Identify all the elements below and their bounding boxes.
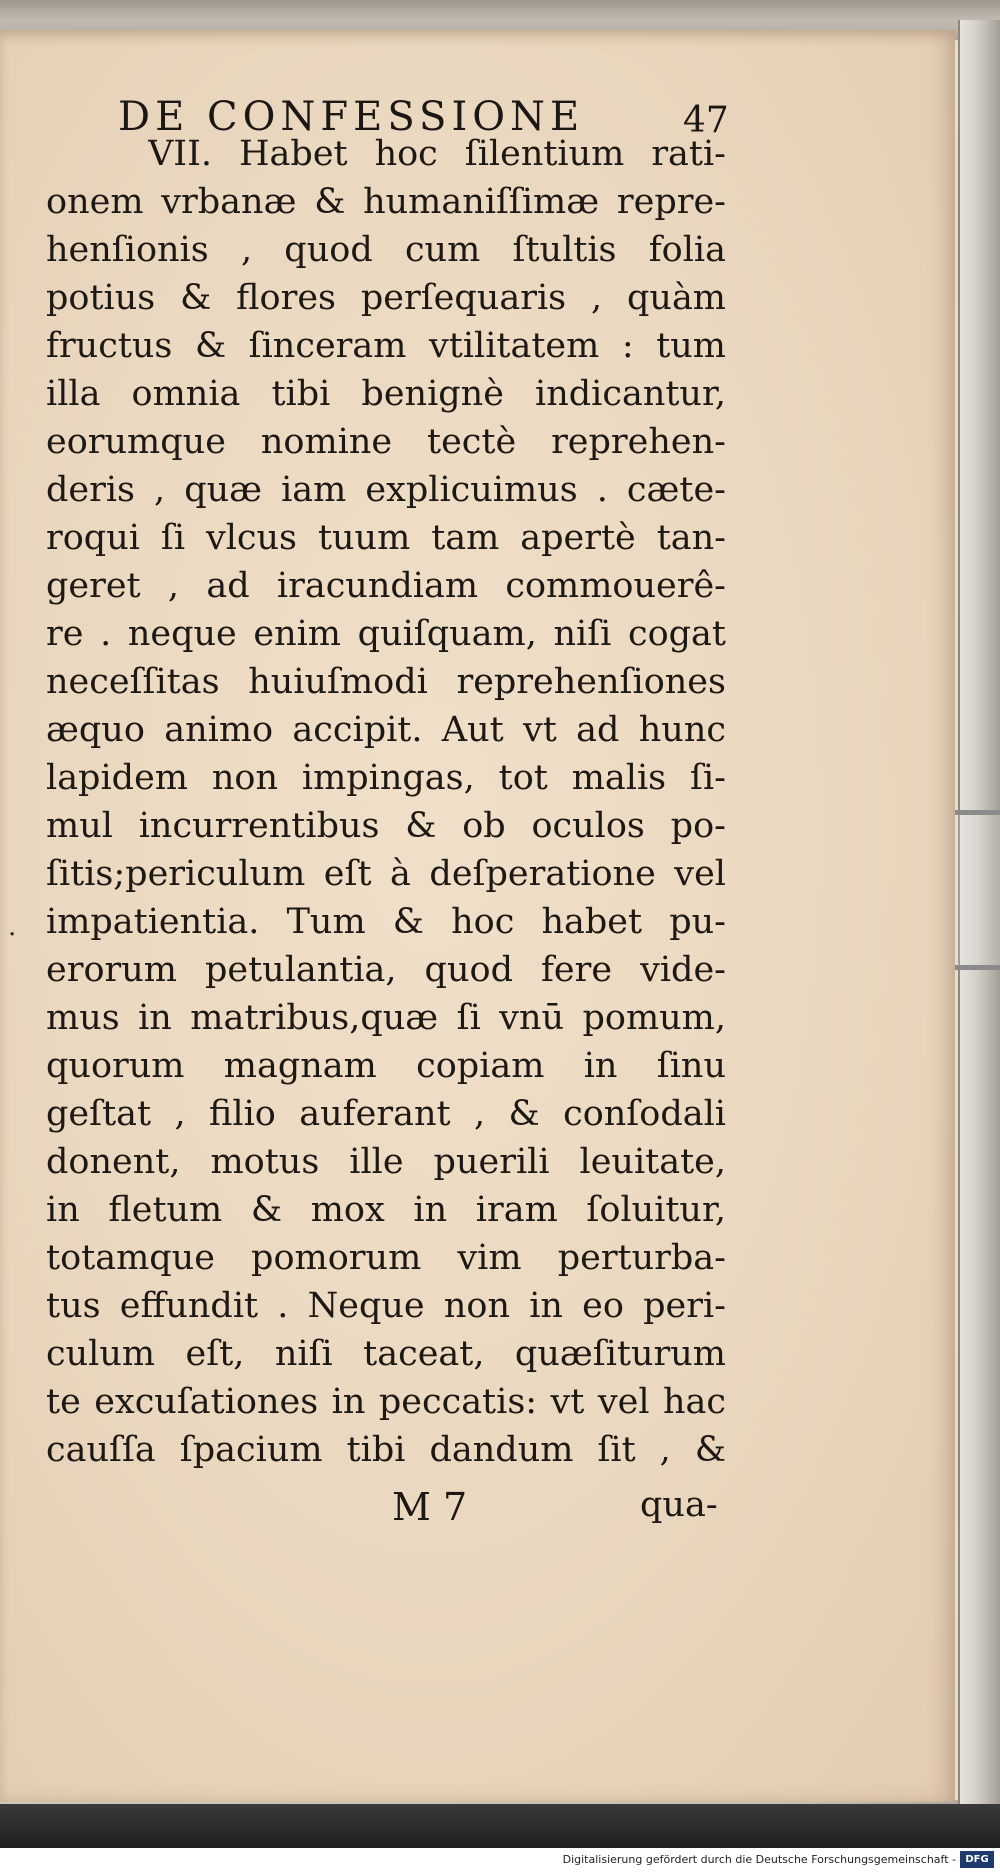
text-line: mul incurrentibus & ob oculos po- bbox=[46, 806, 726, 846]
text-line: potius & flores perſequaris , quàm bbox=[46, 278, 726, 318]
text-line: geſtat , filio auferant , & conſodali bbox=[46, 1094, 726, 1134]
text-line: illa omnia tibi benignè indicantur, bbox=[46, 374, 726, 414]
text-line: re . neque enim quiſquam, niſi cogat bbox=[46, 614, 726, 654]
text-line: deris , quæ iam explicuimus . cæte- bbox=[46, 470, 726, 510]
text-line: ſitis;periculum eſt à deſperatione vel bbox=[46, 854, 726, 894]
text-line: eorumque nomine tectè reprehen- bbox=[46, 422, 726, 462]
text-line: in fletum & mox in iram ſoluitur, bbox=[46, 1190, 726, 1230]
book-top-edge bbox=[0, 0, 1000, 34]
text-line: geret , ad iracundiam commouerê- bbox=[46, 566, 726, 606]
text-line: donent, motus ille puerili leuitate, bbox=[46, 1142, 726, 1182]
margin-mark: · bbox=[8, 920, 17, 950]
scan-bottom-edge bbox=[0, 1804, 1000, 1848]
text-line: totamque pomorum vim perturba- bbox=[46, 1238, 726, 1278]
text-line: roqui ſi vlcus tuum tam apertè tan- bbox=[46, 518, 726, 558]
text-line: neceſſitas huiuſmodi reprehenſiones bbox=[46, 662, 726, 702]
page-number: 47 bbox=[683, 100, 729, 141]
text-line: lapidem non impingas, tot malis ſi- bbox=[46, 758, 726, 798]
text-line: æquo animo accipit. Aut vt ad hunc bbox=[46, 710, 726, 750]
running-head-title: DE CONFESSIONE bbox=[118, 94, 585, 140]
dfg-logo: DFG bbox=[960, 1851, 994, 1868]
text-line: quorum magnam copiam in ſinu bbox=[46, 1046, 726, 1086]
text-line: cauſſa ſpacium tibi dandum ſit , & bbox=[46, 1430, 726, 1470]
catchword: qua- bbox=[640, 1485, 718, 1525]
text-line: henſionis , quod cum ſtultis folia bbox=[46, 230, 726, 270]
text-line: te excuſationes in peccatis: vt vel hac bbox=[46, 1382, 726, 1422]
text-line: culum eſt, niſi taceat, quæſiturum bbox=[46, 1334, 726, 1374]
text-line: VII. Habet hoc ſilentium rati- bbox=[148, 134, 726, 174]
digitization-credit: Digitalisierung gefördert durch die Deutsche Forschungsgemeinschaft - bbox=[562, 1853, 956, 1866]
text-line: onem vrbanæ & humaniſſimæ repre- bbox=[46, 182, 726, 222]
text-line: tus effundit . Neque non in eo peri- bbox=[46, 1286, 726, 1326]
text-line: erorum petulantia, quod fere vide- bbox=[46, 950, 726, 990]
book-page bbox=[0, 30, 955, 1802]
text-line: impatientia. Tum & hoc habet pu- bbox=[46, 902, 726, 942]
signature-mark: M 7 bbox=[392, 1485, 468, 1529]
text-line: mus in matribus,quæ ſi vnū pomum, bbox=[46, 998, 726, 1038]
text-line: fructus & ſinceram vtilitatem : tum bbox=[46, 326, 726, 366]
